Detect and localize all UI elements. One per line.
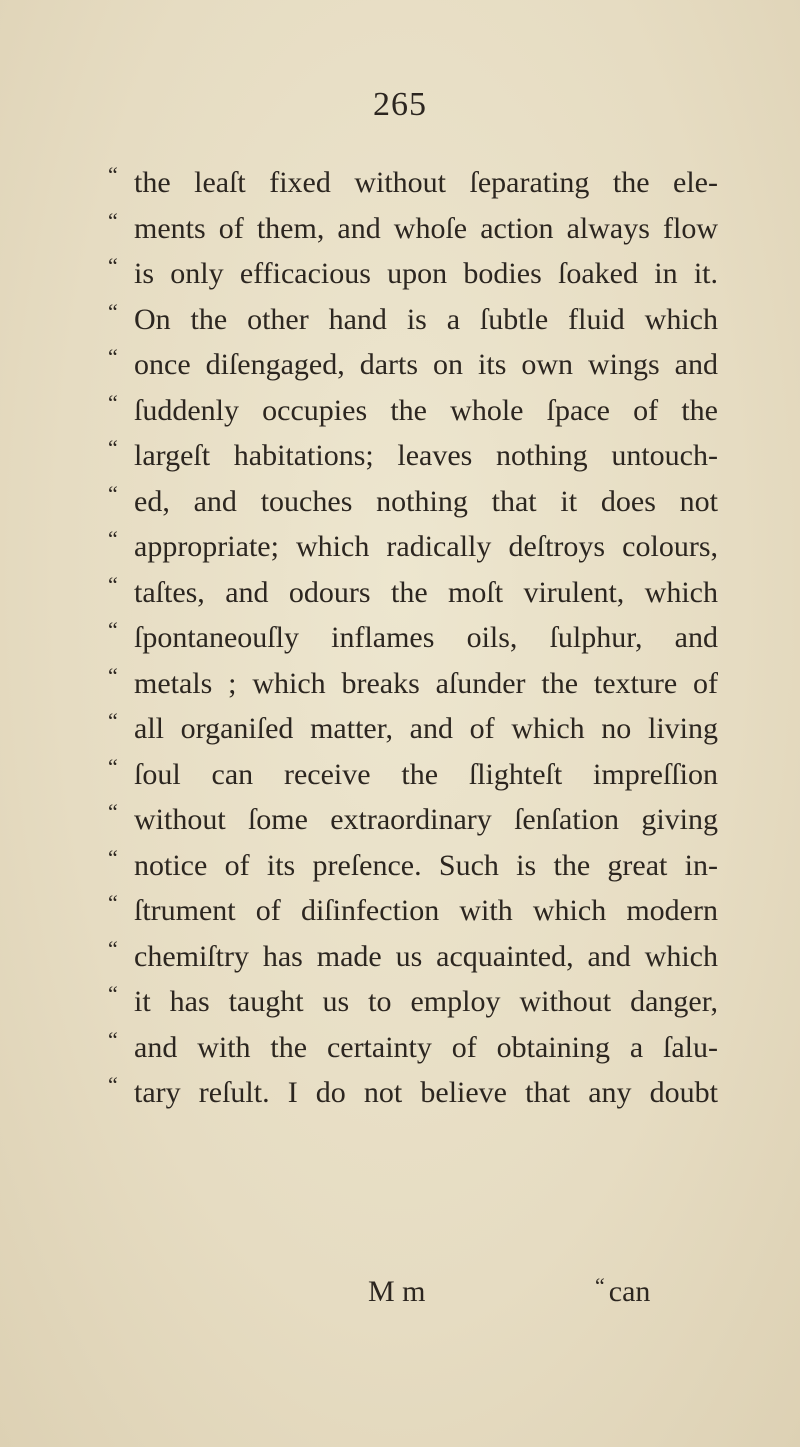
- text-line: “ the leaſt fixed without ſeparating the ele-: [108, 160, 718, 206]
- text-line: “ ſpontaneouſly inflames oils, ſulphur, and: [108, 615, 718, 661]
- quote-mark: “: [108, 1072, 118, 1097]
- catchword: [595, 1275, 650, 1309]
- catchword-text: can: [608, 1275, 651, 1308]
- quote-mark: “: [108, 708, 118, 733]
- quote-mark: “: [108, 935, 118, 961]
- signature-mark: M m: [368, 1275, 426, 1308]
- text-line: “ chemiſtry has made us acquainted, and which: [108, 934, 718, 980]
- page-footer: [0, 1275, 800, 1321]
- page-number: 265: [373, 86, 427, 123]
- quote-mark: “: [108, 253, 118, 278]
- quote-mark: “: [108, 981, 118, 1006]
- quote-mark: “: [108, 799, 118, 824]
- quote-mark: “: [108, 207, 118, 233]
- quote-mark: “: [108, 662, 118, 688]
- quote-mark: “: [108, 480, 118, 506]
- body-text: [108, 160, 718, 1116]
- text-line: “ is only efficacious upon bodies ſoaked in it.: [108, 251, 718, 297]
- text-line: “ without ſome extraordinary ſenſation giving: [108, 797, 718, 843]
- text-line: “ ed, and touches nothing that it does not: [108, 479, 718, 525]
- quote-mark: “: [108, 890, 118, 915]
- text-line: “ ſtrument of diſinfection with which modern: [108, 888, 718, 934]
- quote-mark: “: [108, 389, 118, 415]
- text-line: “ once diſengaged, darts on its own wings and: [108, 342, 718, 388]
- quote-mark: “: [108, 844, 118, 870]
- text-line: “ ſoul can receive the ſlighteſt impreſſion: [108, 752, 718, 798]
- text-line: “ all organiſed matter, and of which no living: [108, 706, 718, 752]
- text-line: “ metals ; which breaks aſunder the texture of: [108, 661, 718, 707]
- text-line: “ ments of them, and whoſe action always flow: [108, 206, 718, 252]
- quote-mark: “: [108, 1026, 118, 1052]
- quote-mark: “: [108, 571, 118, 597]
- text-line: “ and with the certainty of obtaining a ſalu-: [108, 1025, 718, 1071]
- text-line: “ ſuddenly occupies the whole ſpace of the: [108, 388, 718, 434]
- text-line: “ it has taught us to employ without danger,: [108, 979, 718, 1025]
- text-line: “ appropriate; which radically deſtroys colours,: [108, 524, 718, 570]
- quote-mark: “: [108, 526, 118, 551]
- quote-mark: “: [108, 344, 118, 369]
- text-line: “ tary reſult. I do not believe that any doubt: [108, 1070, 718, 1116]
- text-line: “ taſtes, and odours the moſt virulent, which: [108, 570, 718, 616]
- quote-mark: “: [108, 435, 118, 460]
- quote-mark: “: [595, 1273, 605, 1298]
- quote-mark: “: [108, 162, 118, 187]
- text-line: “ largeſt habitations; leaves nothing untouch-: [108, 433, 718, 479]
- quote-mark: “: [108, 753, 118, 779]
- text-line: “ notice of its preſence. Such is the great in-: [108, 843, 718, 889]
- quote-mark: “: [108, 298, 118, 324]
- text-line: “ On the other hand is a ſubtle fluid which: [108, 297, 718, 343]
- quote-mark: “: [108, 617, 118, 642]
